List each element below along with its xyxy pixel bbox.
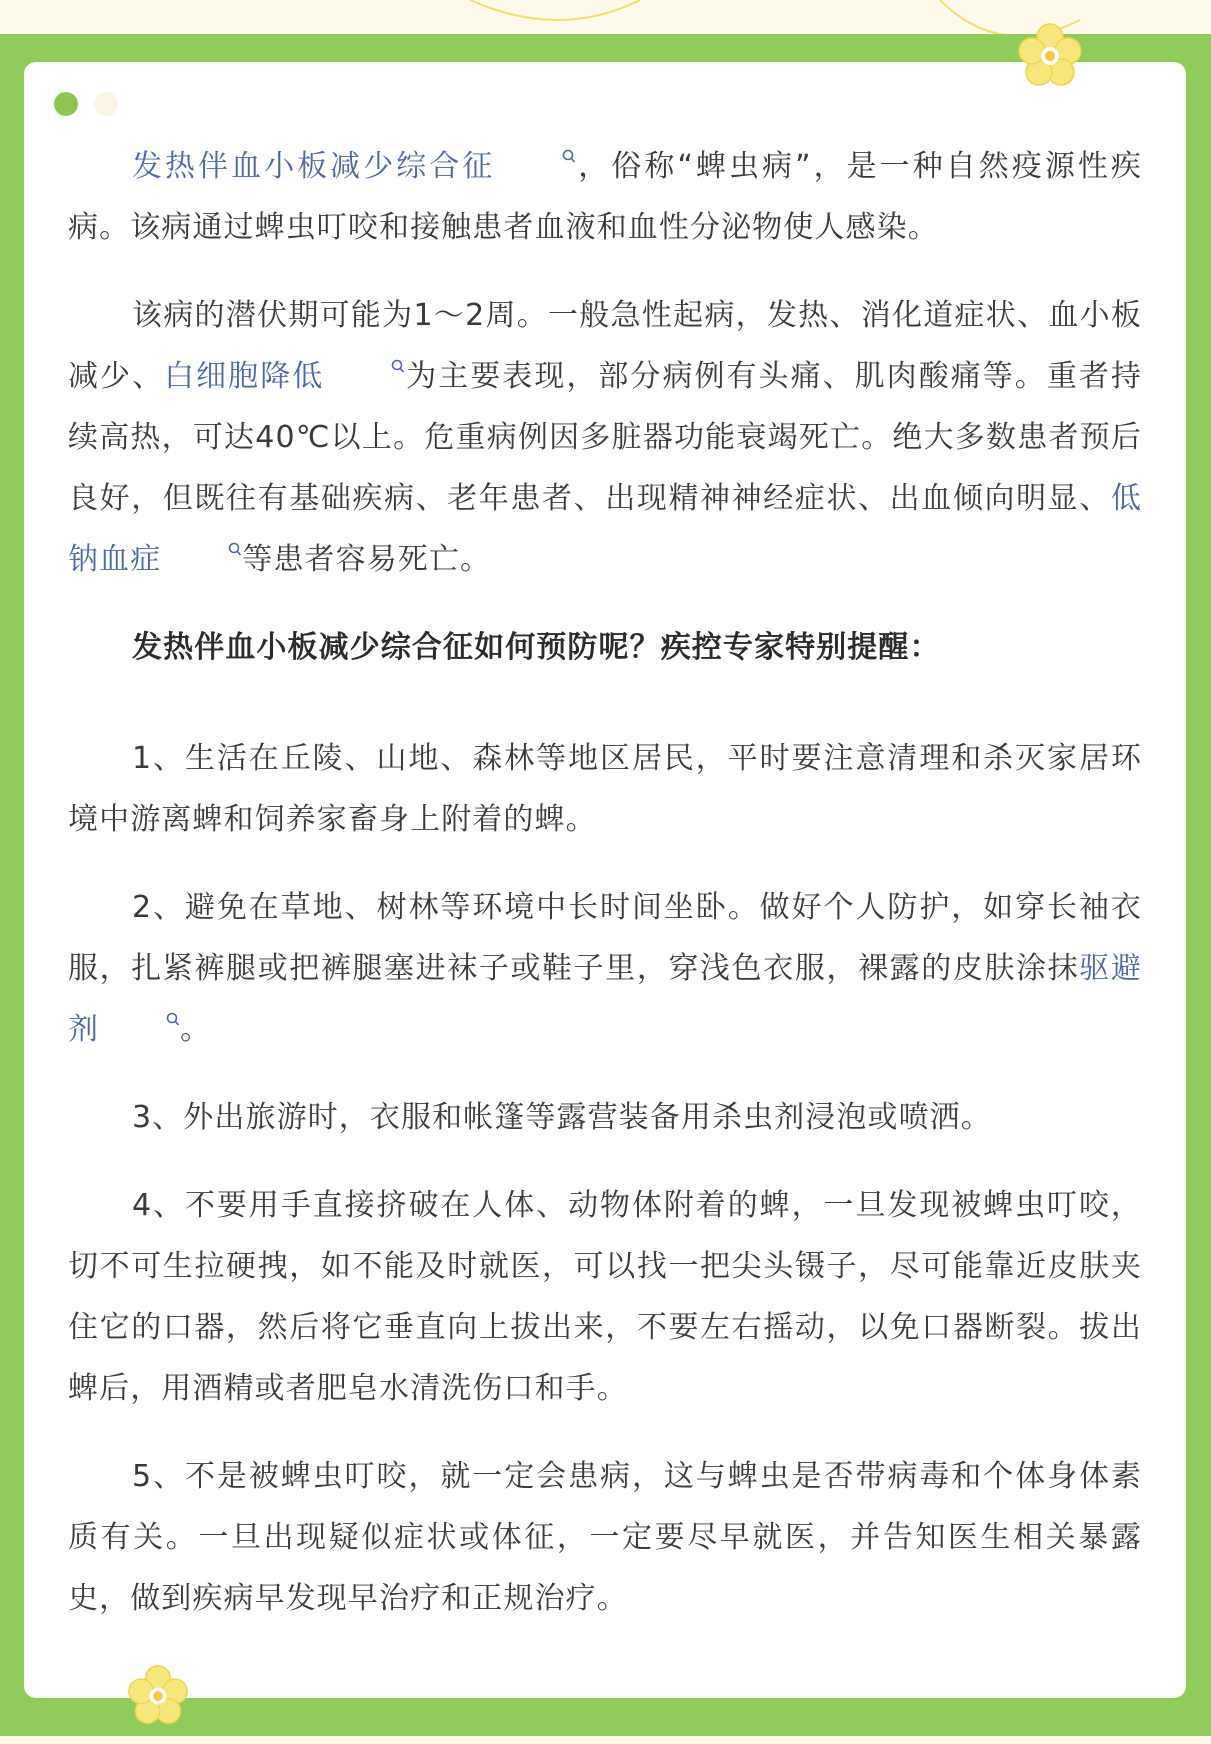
prevention-item-1: 1、生活在丘陵、山地、森林等地区居民，平时要注意清理和杀灭家居环境中游离蜱和饲养家畜身上附着的蜱。 bbox=[68, 741, 1142, 837]
search-icon[interactable] bbox=[102, 1012, 180, 1028]
green-dot bbox=[54, 92, 78, 116]
prevention-heading: 发热伴血小板减少综合征如何预防呢？疾控专家特别提醒： bbox=[132, 630, 941, 665]
intro-text: ，俗称“蜱虫病”，是一种自然疫源性疾病。该病通过蜱虫叮咬和接触患者血液和血性分泌物使人感染。 bbox=[68, 149, 1142, 245]
prevention-item-3: 3、外出旅游时，衣服和帐篷等露营装备用杀虫剂浸泡或喷洒。 bbox=[132, 1100, 992, 1135]
prevention-item-5: 5、不是被蜱虫叮咬，就一定会患病，这与蜱虫是否带病毒和个体身体素质有关。一旦出现疑似症状或体征，一定要尽早就医，并告知医生相关暴露史，做到疾病早发现早治疗和正规治疗。 bbox=[68, 1459, 1142, 1616]
cream-dot bbox=[94, 92, 118, 116]
symptoms-text-a: 该病的潜伏期可能为1～2周。一般急性起病，发热、消化道症状、血小板减少、 bbox=[68, 298, 1142, 394]
repellent-link[interactable]: 驱避剂 bbox=[68, 951, 1142, 1047]
prevention-item-4: 4、不要用手直接挤破在人体、动物体附着的蜱，一旦发现被蜱虫叮咬，切不可生拉硬拽，如不能及时就医，可以找一把尖头镊子，尽可能靠近皮肤夹住它的口器，然后将它垂直向上拔出来，不要左右摇动，以免口器断裂。拔出蜱后，用酒精或者肥皂水清洗伤口和手。 bbox=[68, 1188, 1142, 1406]
search-icon[interactable] bbox=[327, 359, 405, 375]
disease-link[interactable]: 发热伴血小板减少综合征 bbox=[132, 149, 496, 184]
flower-icon bbox=[126, 1664, 190, 1728]
paragraph-intro bbox=[68, 136, 1142, 258]
flower-icon bbox=[1016, 22, 1084, 90]
symptoms-text-b: 为主要表现，部分病例有头痛、肌肉酸痛等。重者持续高热，可达40℃以上。危重病例因多脏器功能衰竭死亡。绝大多数患者预后良好，但既往有基础疾病、老年患者、出现精神神经症状、出血倾向明显、 bbox=[68, 359, 1143, 516]
search-icon[interactable] bbox=[164, 542, 242, 558]
item-2-text: 2、避免在草地、树林等环境中长时间坐卧。做好个人防护，如穿长袖衣服，扎紧裤腿或把裤腿塞进袜子或鞋子里，穿浅色衣服，裸露的皮肤涂抹 bbox=[68, 890, 1142, 986]
symptoms-text-c: 等患者容易死亡。 bbox=[242, 542, 492, 577]
hyponatremia-link[interactable]: 低钠血症 bbox=[68, 481, 1142, 577]
item-2-end: 。 bbox=[180, 1012, 212, 1047]
prevention-item-2 bbox=[68, 877, 1142, 1060]
search-icon[interactable] bbox=[498, 149, 576, 165]
leukopenia-link[interactable]: 白细胞降低 bbox=[164, 359, 325, 394]
article-content bbox=[68, 136, 1142, 1656]
paragraph-symptoms bbox=[68, 285, 1142, 590]
